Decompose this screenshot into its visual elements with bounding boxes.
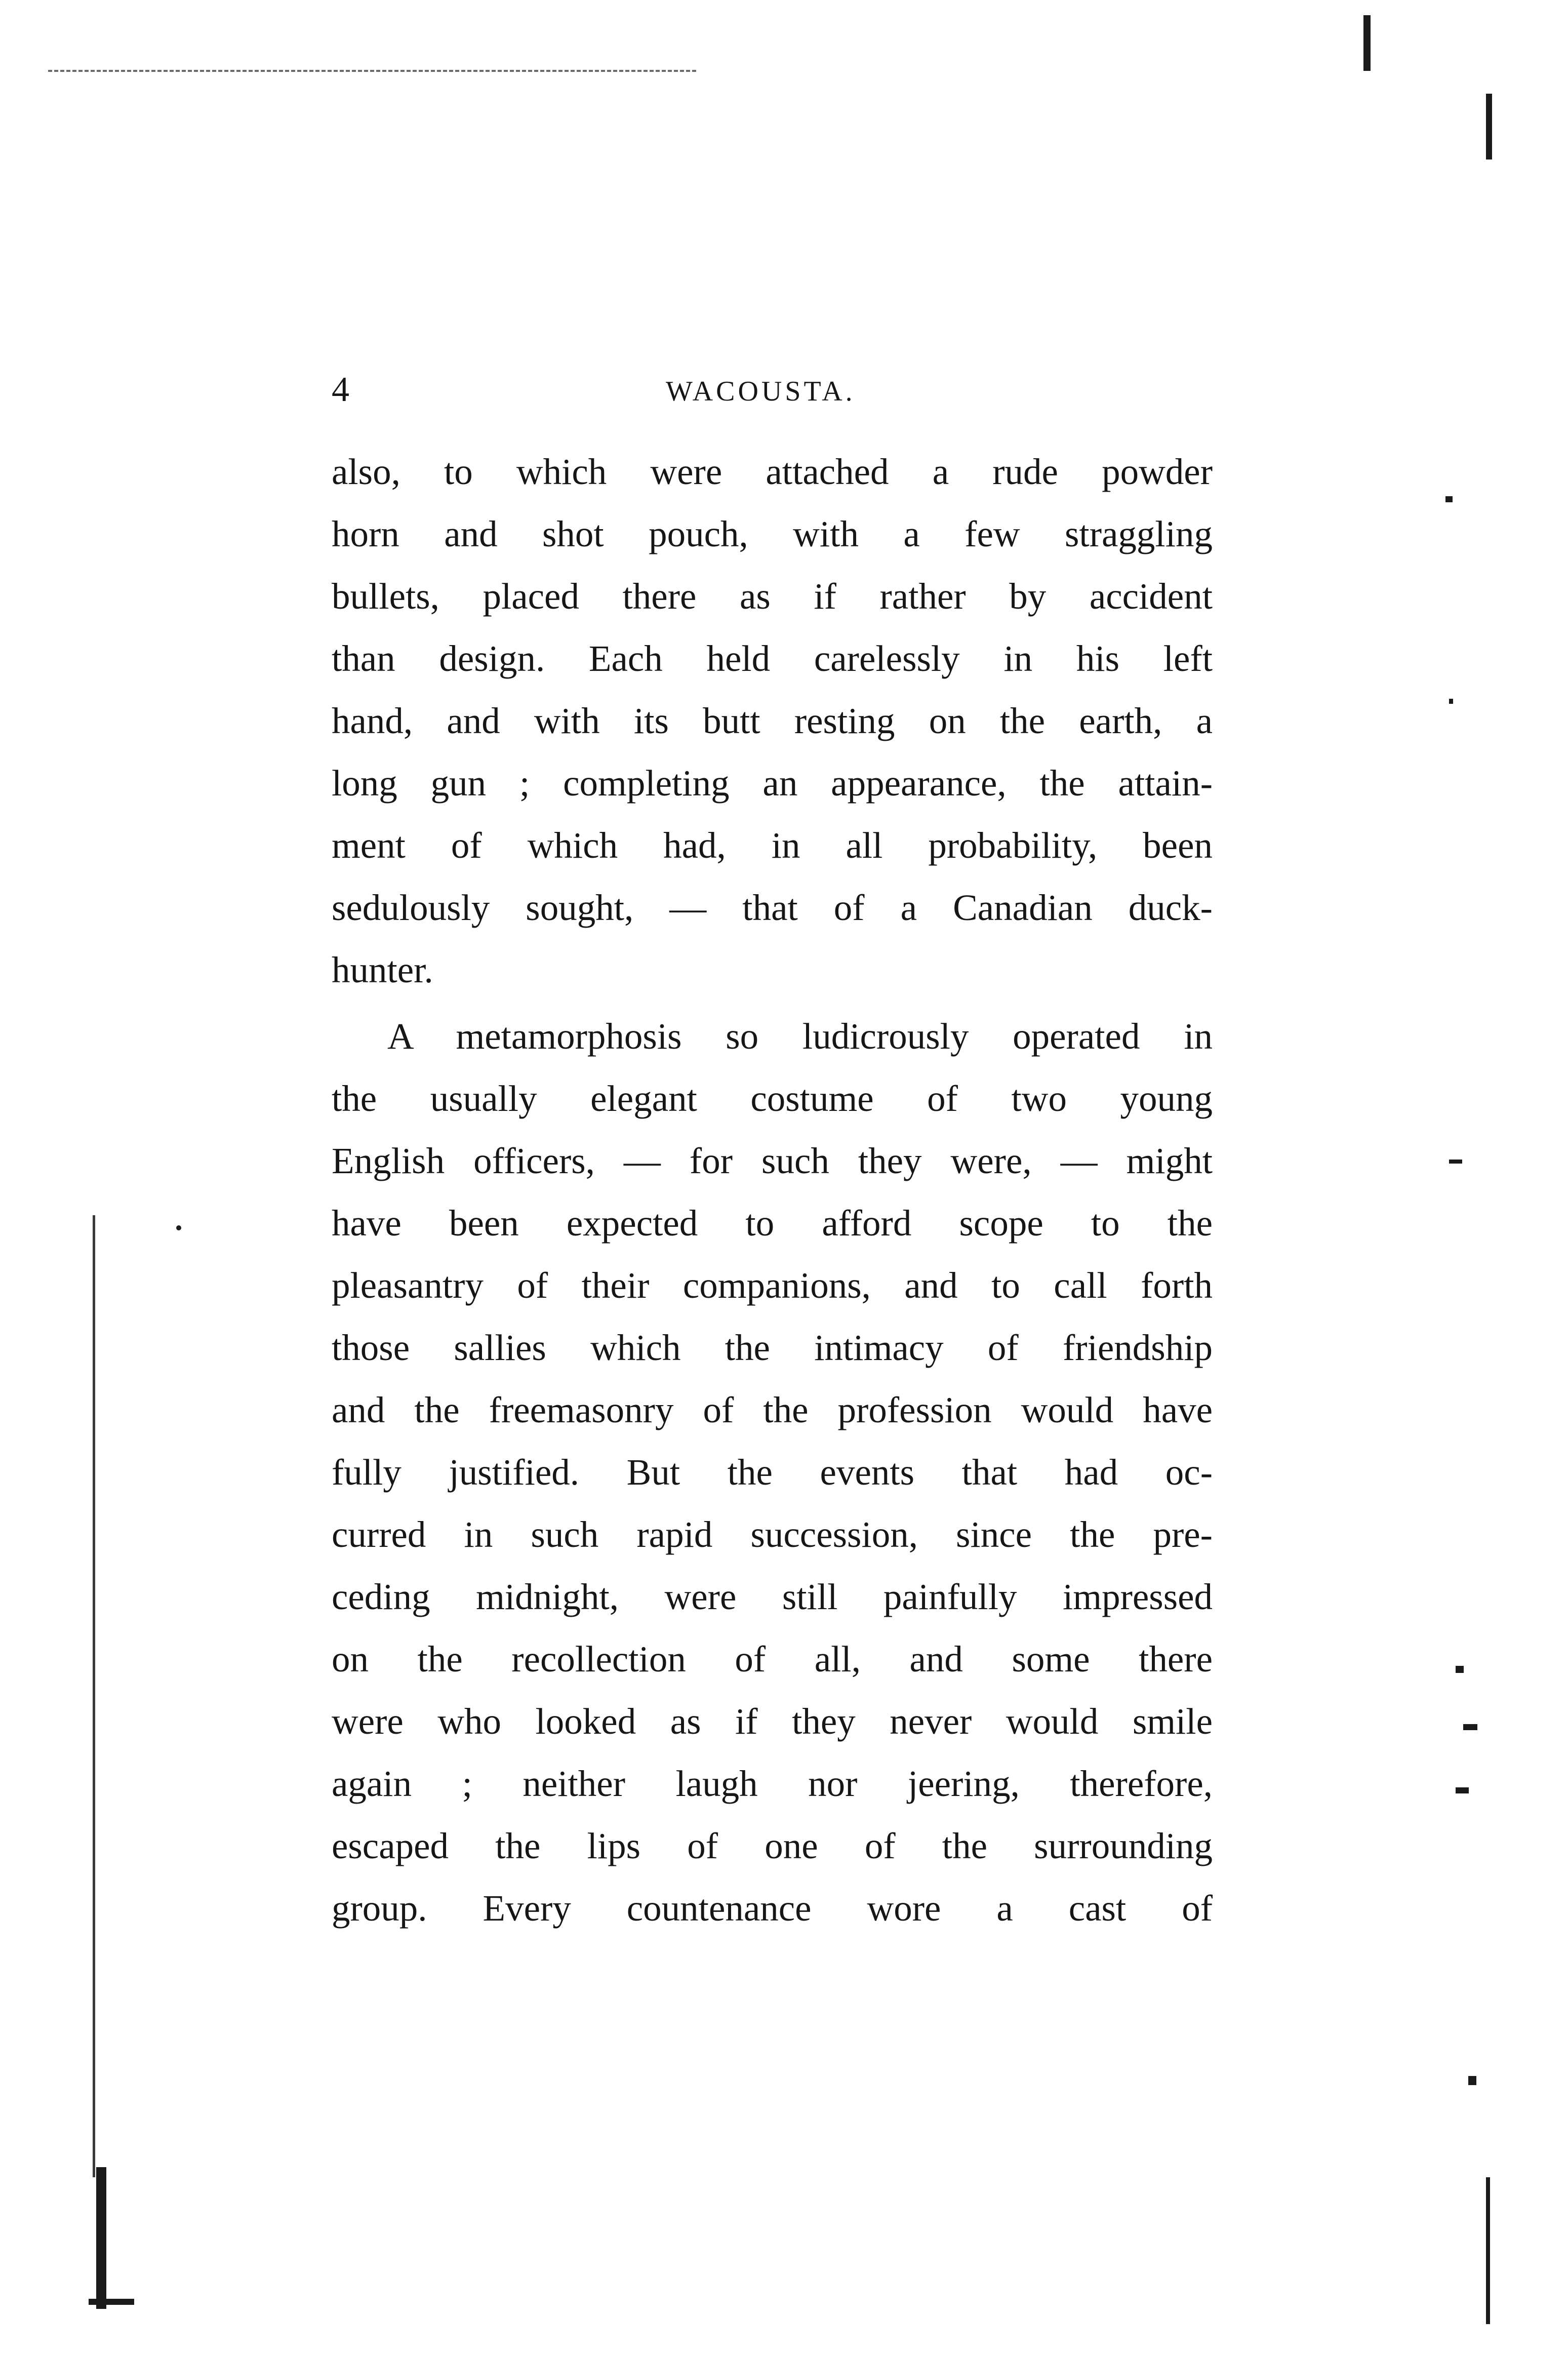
scan-mark-bottom-left-base <box>89 2299 134 2305</box>
text-line: were who looked as if they never would smile <box>332 1701 1213 1742</box>
scan-dot-right-2 <box>1449 699 1453 704</box>
scan-dot-right-6 <box>1456 1787 1469 1793</box>
text-line: and the freemasonry of the profession would have <box>332 1389 1213 1430</box>
text-line: ceding midnight, were still painfully impressed <box>332 1576 1213 1617</box>
scan-mark-right-upper <box>1486 94 1492 159</box>
text-line: those sallies which the intimacy of friendship <box>332 1327 1213 1368</box>
text-line: ment of which had, in all probability, been <box>332 825 1213 866</box>
text-line: the usually elegant costume of two young <box>332 1078 1213 1119</box>
text-line: English officers, — for such they were, — might <box>332 1140 1213 1181</box>
text-line: on the recollection of all, and some there <box>332 1639 1213 1680</box>
text-line: also, to which were attached a rude powder <box>332 451 1213 492</box>
text-line: escaped the lips of one of the surrounding <box>332 1825 1213 1866</box>
text-line: hand, and with its butt resting on the earth, a <box>332 700 1213 741</box>
text-line: curred in such rapid succession, since the pre- <box>332 1514 1213 1555</box>
text-line: group. Every countenance wore a cast of <box>332 1888 1213 1929</box>
text-line: have been expected to afford scope to the <box>332 1203 1213 1244</box>
text-line: sedulously sought, — that of a Canadian duck- <box>332 887 1213 928</box>
page-number: 4 <box>332 370 349 409</box>
scan-dot-right-4 <box>1456 1666 1464 1673</box>
text-line: again ; neither laugh nor jeering, therefore, <box>332 1763 1213 1804</box>
scan-dot-left <box>176 1225 181 1230</box>
scan-mark-top-right <box>1363 15 1371 71</box>
scan-dot-right-3 <box>1449 1160 1462 1164</box>
scan-mark-bottom-right <box>1486 2177 1490 2324</box>
text-line: pleasantry of their companions, and to call forth <box>332 1265 1213 1306</box>
scan-dot-right-1 <box>1445 496 1453 502</box>
scan-edge-rule <box>48 70 696 72</box>
running-title: WACOUSTA. <box>666 376 856 407</box>
text-line: than design. Each held carelessly in his left <box>332 638 1213 679</box>
text-line: hunter. <box>332 949 433 990</box>
scan-dot-right-7 <box>1468 2076 1476 2085</box>
text-line: long gun ; completing an appearance, the attain- <box>332 763 1213 804</box>
scan-dot-right-5 <box>1463 1724 1477 1730</box>
text-line: bullets, placed there as if rather by accident <box>332 576 1213 617</box>
paragraph-first-line: A metamorphosis so ludicrously operated in <box>387 1016 1213 1057</box>
running-header <box>332 360 1213 415</box>
scan-mark-bottom-left <box>96 2167 106 2309</box>
text-line: horn and shot pouch, with a few straggling <box>332 513 1213 554</box>
body-text <box>332 441 1213 1939</box>
text-line: fully justified. But the events that had oc- <box>332 1452 1213 1493</box>
scan-mark-left-gutter <box>93 1215 95 2177</box>
